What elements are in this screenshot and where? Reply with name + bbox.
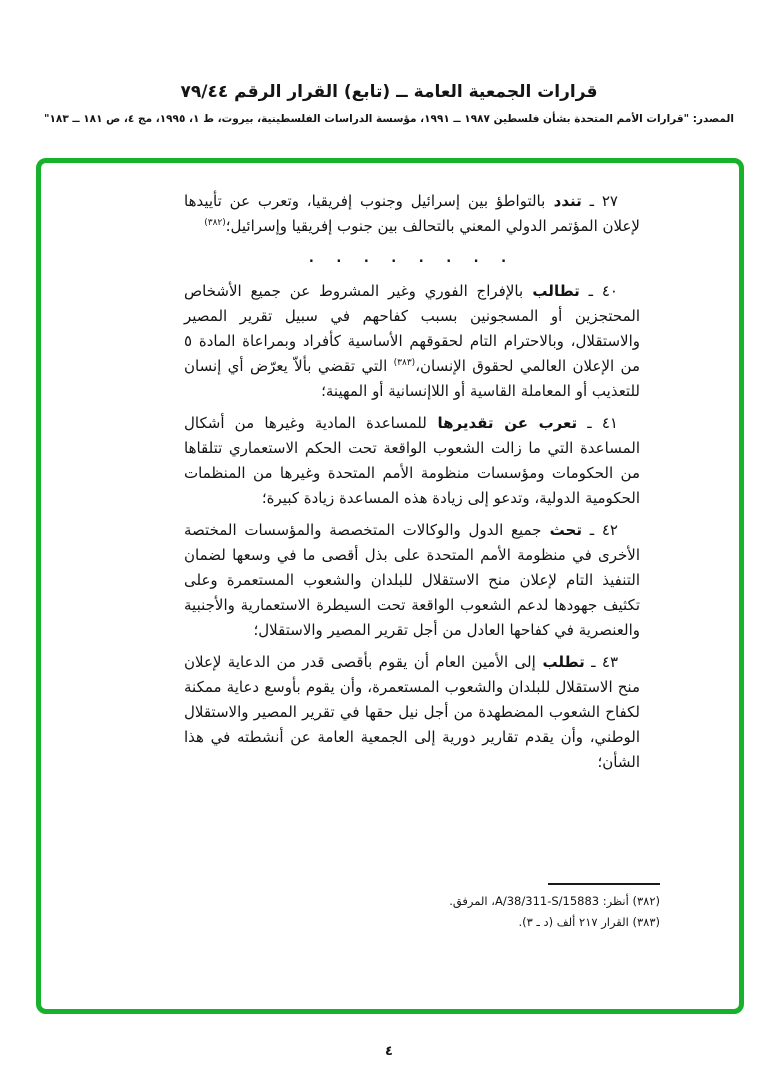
- paragraph-text: ٤٣ ـ: [584, 653, 619, 671]
- footnote-ref: (٣٨٣): [393, 358, 416, 368]
- footnote-ref: (٣٨٢): [204, 218, 226, 228]
- page-number: ٤: [385, 1044, 393, 1059]
- paragraph-40: [184, 279, 640, 404]
- green-highlight-frame: [36, 158, 744, 1014]
- paragraph-text: تحث: [541, 521, 582, 539]
- ellipsis-separator: . . . . . . . .: [308, 251, 516, 266]
- footnotes-section: [428, 883, 660, 933]
- paragraph-text: ٢٧ ـ: [581, 192, 618, 210]
- paragraph-text: إلى الأمين العام أن يقوم بأقصى قدر من الدعاية لإعلان منح الاستقلال للبلدان والشعوب المستعمرة، وأن يقوم بأوسع دعاية ممكنة لكفاح الشعوب المضطهدة من أجل نيل حقها في تقرير المصير والاستقلال الوطني، وأن يقدم تقارير دورية إلى الجمعية العامة عن أنشطته في هذا الشأن؛: [184, 653, 640, 771]
- paragraph-text: للمساعدة المادية وغيرها من أشكال المساعدة التي ما زالت الشعوب الواقعة تحت الحكم الاستعماري تتلقاها من الحكومات ومؤسسات منظومة الأمم المتحدة وغيرها من المنظمات الحكومية الدولية، وتدعو إلى زيادة هذه المساعدة زيادة كبيرة؛: [184, 414, 640, 507]
- paragraph-text: تطالب: [523, 282, 580, 300]
- paragraph-27: [184, 189, 640, 239]
- paragraph-text: جميع الدول والوكالات المتخصصة والمؤسسات المختصة الأخرى في منظومة الأمم المتحدة على بذل أقصى ما في وسعها لضمان التنفيذ التام لإعلان منح الاستقلال للبلدان والشعوب المستعمرة وعلى تكثيف جهودها لدعم الشعوب الواقعة تحت السيطرة الاستعمارية والأجنبية والعنصرية في كفاحها العادل من أجل تقرير المصير والاستقلال؛: [184, 521, 640, 639]
- document-paragraphs: [184, 189, 640, 782]
- paragraph-text: تندد: [545, 192, 582, 210]
- paragraph-text: التي تقضي بألاّ يعرّض أي إنسان للتعذيب أو المعاملة القاسية أو اللاإنسانية أو المهينة؛: [184, 357, 640, 400]
- paragraph-41: [184, 411, 640, 511]
- footnote: (٣٨٣) القرار ٢١٧ ألف (د ـ ٣).: [518, 915, 660, 929]
- paragraph-text: ٤٠ ـ: [579, 282, 618, 300]
- paragraph-text: تعرب عن تقديرها: [426, 414, 578, 432]
- footnote-separator-rule: [548, 883, 660, 885]
- paragraph-text: ٤٢ ـ: [581, 521, 618, 539]
- paragraph-text: بالتواطؤ بين إسرائيل وجنوب إفريقيا، وتعرب عن تأييدها لإعلان المؤتمر الدولي المعني بالتحالف بين جنوب إفريقيا وإسرائيل؛: [184, 192, 640, 235]
- footnote-list: [428, 891, 660, 933]
- paragraph-text: بالإفراج الفوري وغير المشروط عن جميع الأشخاص المحتجزين أو المسجونين بسبب كفاحهم في سبيل تقرير المصير والاستقلال، وبالاحترام التام لحقوقهم الأساسية كأفراد وبمراعاة المادة ٥ من الإعلان العالمي لحقوق الإنسان،: [184, 282, 640, 375]
- paragraph-42: [184, 518, 640, 643]
- page-title: قرارات الجمعية العامة ــ (تابع) القرار الرقم ٧٩/٤٤: [180, 82, 598, 102]
- paragraph-43: [184, 650, 640, 775]
- source-line: المصدر: "قرارات الأمم المتحدة بشأن فلسطين ١٩٨٧ ــ ١٩٩١، مؤسسة الدراسات الفلسطينية، بيروت، ط ١، ١٩٩٥، مج ٤، ص ١٨١ ــ ١٨٣": [44, 113, 734, 125]
- paragraph-text: تطلب: [535, 653, 585, 671]
- footnote: (٣٨٢) أنظر: A/38/311-S/15883، المرفق.: [449, 894, 660, 908]
- paragraph-text: ٤١ ـ: [577, 414, 618, 432]
